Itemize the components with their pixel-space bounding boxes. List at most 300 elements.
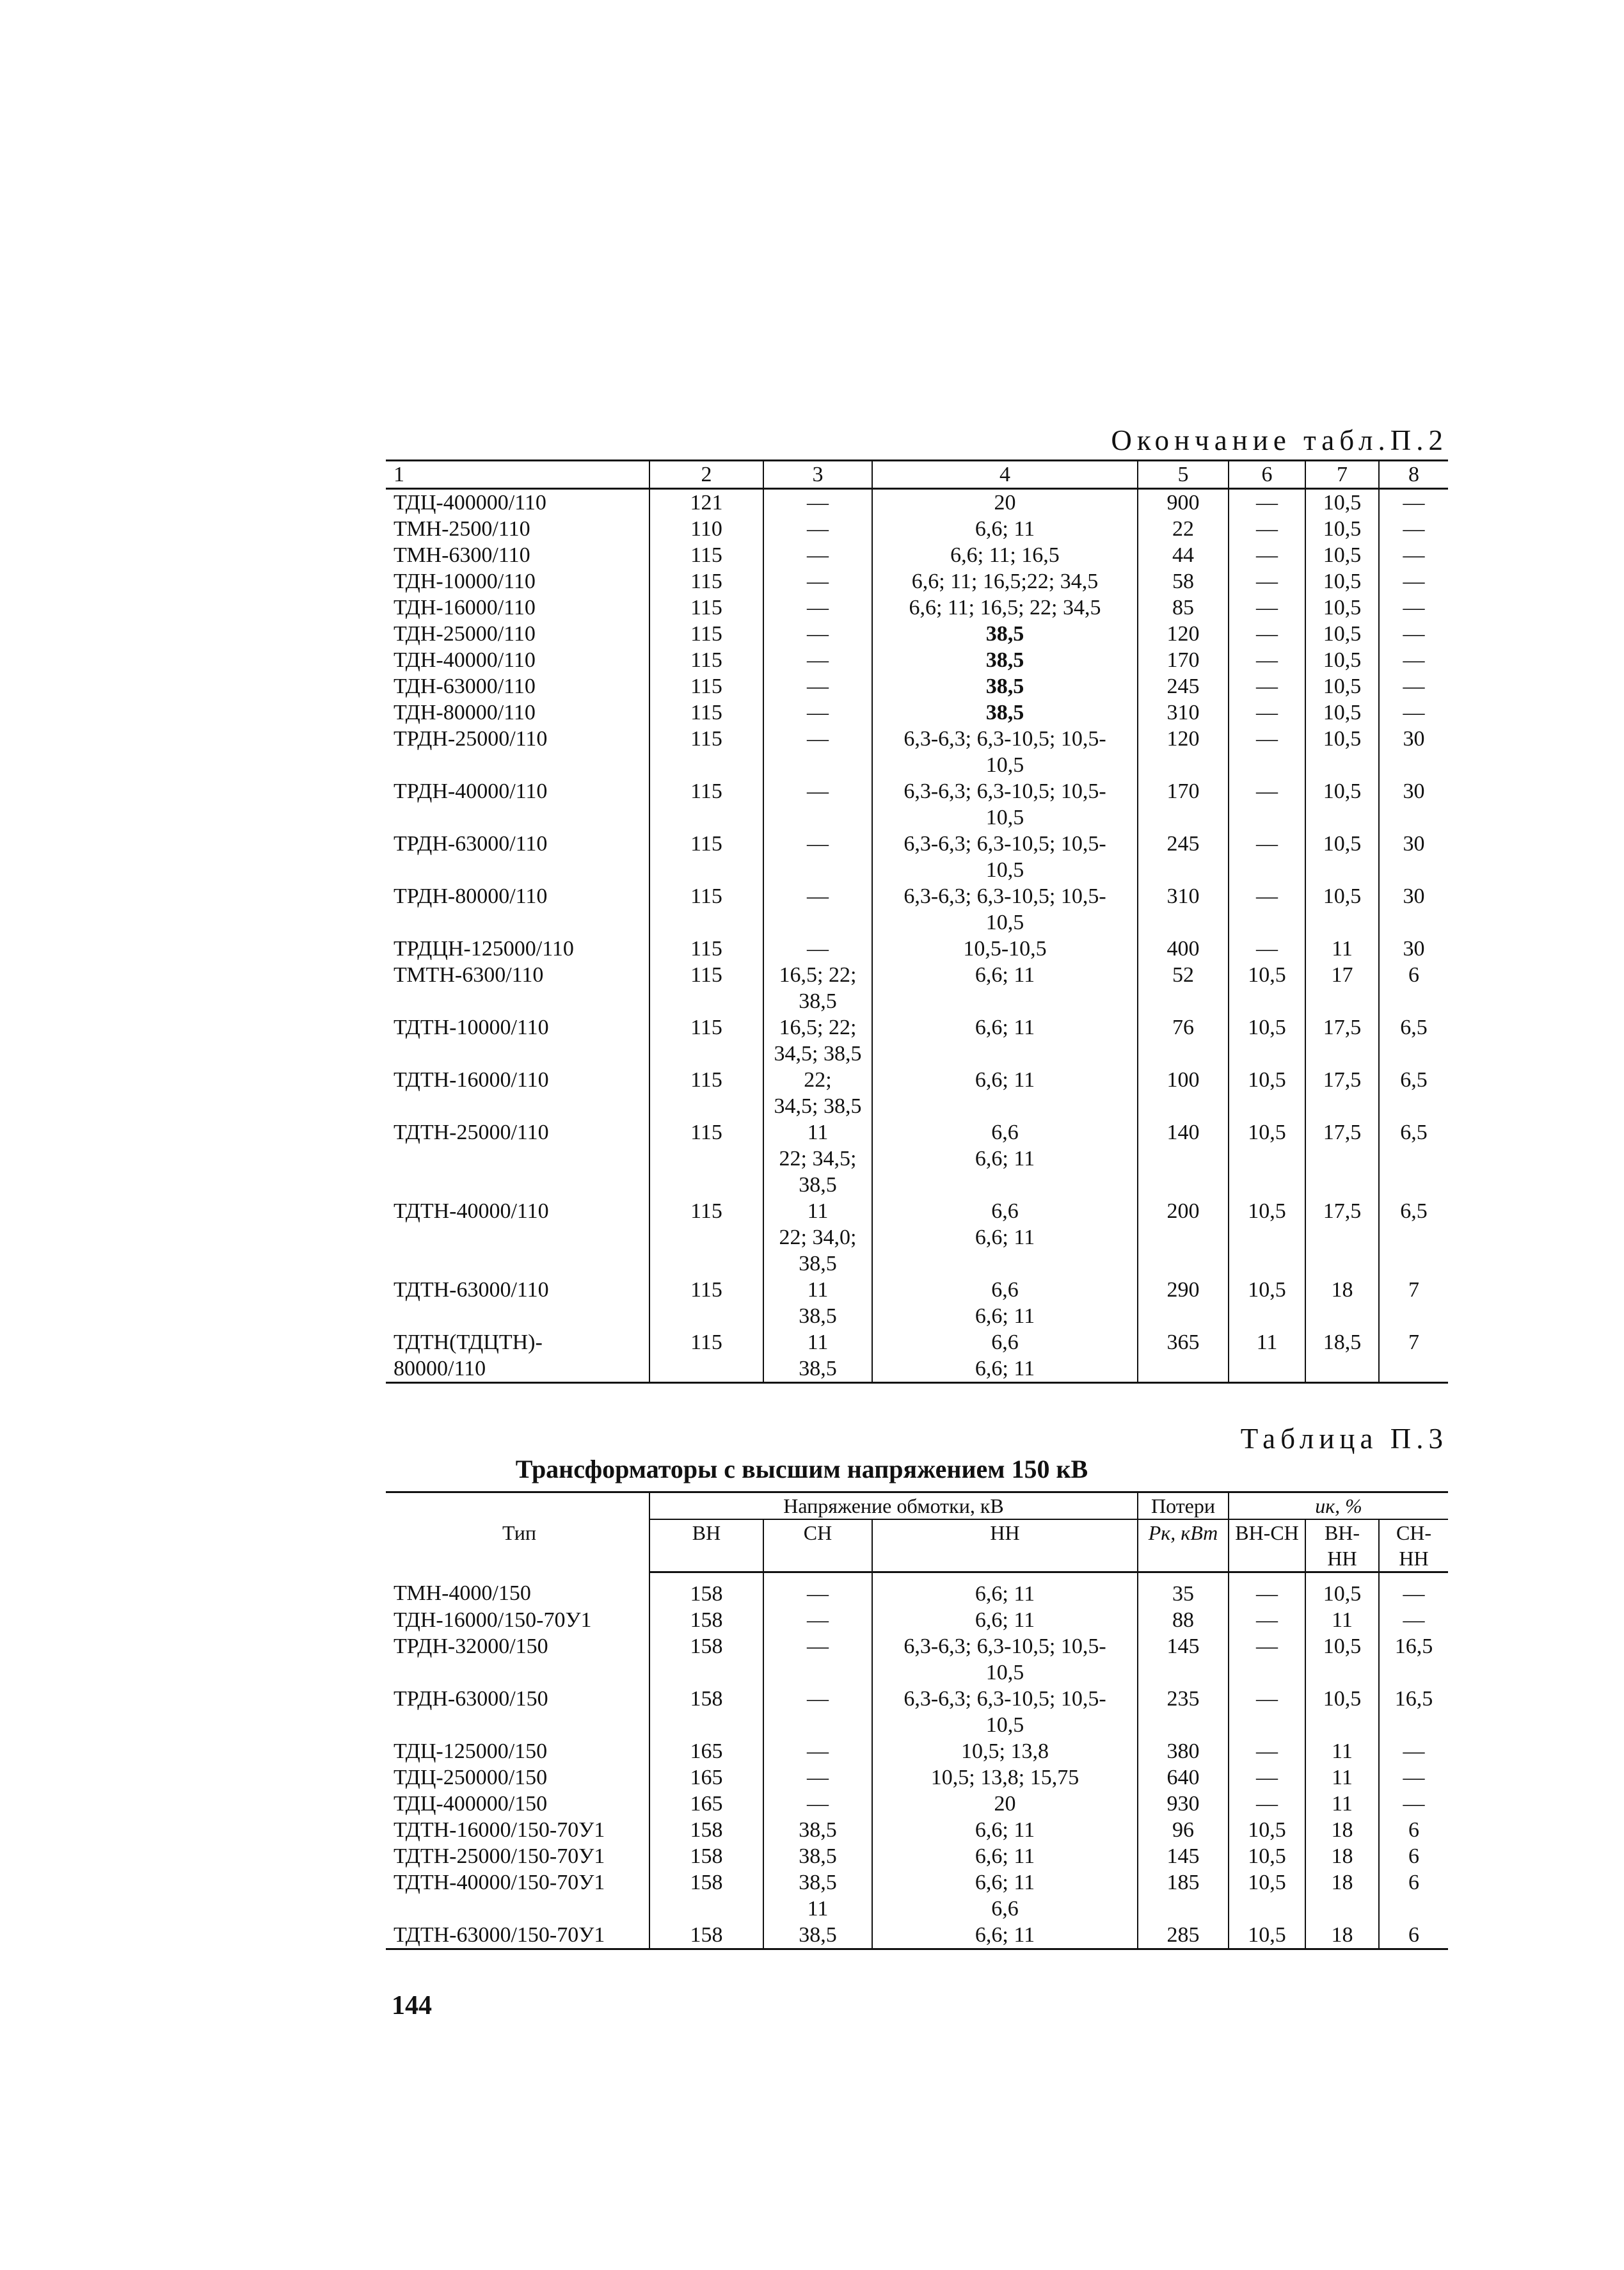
value-cell: 10,5 [1305,883,1379,936]
value-cell: 16,5; 22; 38,5 [763,962,872,1014]
value-cell: — [1229,1764,1305,1791]
column-header: 6 [1229,461,1305,489]
value-cell: 38,5 [763,1922,872,1949]
table-row [386,595,1448,621]
type-cell: ТДЦ-125000/150 [394,1739,548,1763]
type-cell: ТДН-25000/110 [394,622,536,646]
value-cell: 6 [1379,1869,1448,1922]
value-cell: 38,5 [872,621,1138,647]
value-cell: 10,5; 13,8 [872,1738,1138,1764]
value-cell: 30 [1379,831,1448,883]
table-p3-body [386,1572,1448,1949]
table-row [386,1686,1448,1738]
value-cell: — [1229,1572,1305,1608]
type-cell: ТДЦ-400000/150 [394,1792,548,1816]
value-cell: 170 [1138,647,1229,673]
value-cell: 115 [649,1119,763,1198]
table-row [386,1633,1448,1686]
value-cell: 10,5 [1305,778,1379,831]
value-cell: 18 [1305,1277,1379,1329]
value-cell: — [1229,647,1305,673]
column-header-pk [1138,1519,1229,1572]
column-header: 4 [872,461,1138,489]
value-cell: 400 [1138,936,1229,962]
value-cell: 6 [1379,962,1448,1014]
value-cell: 235 [1138,1686,1229,1738]
value-cell: 10,5; 13,8; 15,75 [872,1764,1138,1791]
value-cell: 11 [1305,1607,1379,1633]
value-cell: 6,6; 11 [872,1817,1138,1843]
value-cell: 640 [1138,1764,1229,1791]
value-cell: 158 [649,1817,763,1843]
value-cell: 10,5 [1229,1119,1305,1198]
value-cell: 52 [1138,962,1229,1014]
value-cell: 11 38,5 [763,1277,872,1329]
value-cell: — [1379,1607,1448,1633]
value-cell: 6 [1379,1922,1448,1949]
value-cell: 10,5 [1229,962,1305,1014]
table-row [386,831,1448,883]
value-cell: 18,5 [1305,1329,1379,1383]
value-cell: — [763,516,872,542]
value-cell: — [1229,489,1305,516]
value-cell: 22 [1138,516,1229,542]
value-cell: 58 [1138,568,1229,595]
value-cell: 900 [1138,489,1229,516]
table-row [386,1922,1448,1949]
value-cell: 10,5 [1305,1572,1379,1608]
type-cell: ТДТН-16000/150-70У1 [394,1818,605,1842]
value-cell: 115 [649,568,763,595]
value-cell: 10,5 [1305,516,1379,542]
column-group-voltage: Напряжение обмотки, кВ [649,1492,1138,1520]
value-cell: 7 [1379,1329,1448,1383]
value-cell: 16,5; 22; 34,5; 38,5 [763,1014,872,1067]
value-cell: — [1229,883,1305,936]
table-row [386,699,1448,726]
value-cell: 365 [1138,1329,1229,1383]
value-cell: 6,3-6,3; 6,3-10,5; 10,5- 10,5 [872,1686,1138,1738]
value-cell: 115 [649,1329,763,1383]
value-cell: 185 [1138,1869,1229,1922]
value-cell: — [763,883,872,936]
table-row [386,1738,1448,1764]
type-cell: ТДН-16000/110 [394,596,536,619]
value-cell: 6 [1379,1817,1448,1843]
value-cell: 11 [1305,1791,1379,1817]
value-cell: 10,5 [1305,831,1379,883]
value-cell: 11 [1305,1738,1379,1764]
value-cell: — [763,1791,872,1817]
column-header: 5 [1138,461,1229,489]
value-cell: 110 [649,516,763,542]
column-header: 3 [763,461,872,489]
value-cell: 115 [649,1198,763,1277]
type-cell: ТРДН-25000/110 [394,727,548,751]
page-number: 144 [392,1991,432,2020]
value-cell: 38,5 11 [763,1869,872,1922]
value-cell: 96 [1138,1817,1229,1843]
value-cell: 11 22; 34,5; 38,5 [763,1119,872,1198]
value-cell: 115 [649,595,763,621]
column-header: 2 [649,461,763,489]
value-cell: 6,5 [1379,1067,1448,1119]
table-row [386,726,1448,778]
type-cell: ТРДН-40000/110 [394,779,548,803]
value-cell: — [1229,1686,1305,1738]
table-p3-title: Трансформаторы с высшим напряжением 150 кВ [515,1455,1088,1483]
value-cell: 10,5 [1305,542,1379,568]
value-cell: 10,5 [1305,621,1379,647]
value-cell: 20 [872,1791,1138,1817]
type-cell: ТРДН-63000/110 [394,832,548,856]
value-cell: 158 [649,1686,763,1738]
value-cell: — [1379,647,1448,673]
value-cell: — [763,1738,872,1764]
table-row [386,489,1448,516]
type-cell: ТРДН-80000/110 [394,884,548,908]
value-cell: 158 [649,1572,763,1608]
type-cell: ТДЦ-400000/110 [394,491,546,515]
value-cell: — [1229,831,1305,883]
table-row [386,883,1448,936]
value-cell: 6,6; 11 [872,1014,1138,1067]
value-cell: 44 [1138,542,1229,568]
type-cell: ТДТН-63000/150-70У1 [386,1922,649,1949]
value-cell: 115 [649,962,763,1014]
table-row [386,1791,1448,1817]
value-cell: — [1379,621,1448,647]
value-cell: — [1229,595,1305,621]
table-row [386,1014,1448,1067]
value-cell: 30 [1379,778,1448,831]
value-cell: 6,5 [1379,1119,1448,1198]
value-cell: 158 [649,1869,763,1922]
value-cell: — [763,1572,872,1608]
value-cell: — [1379,1791,1448,1817]
type-cell: ТДТН-25000/150-70У1 [394,1844,605,1868]
value-cell: 10,5 [1229,1014,1305,1067]
value-cell: 200 [1138,1198,1229,1277]
table-row [386,1572,1448,1608]
value-cell: 6,3-6,3; 6,3-10,5; 10,5- 10,5 [872,883,1138,936]
value-cell: 6,3-6,3; 6,3-10,5; 10,5- 10,5 [872,1633,1138,1686]
table-row [386,621,1448,647]
value-cell: 285 [1138,1922,1229,1949]
value-cell: 10,5 [1305,1633,1379,1686]
value-cell: 115 [649,673,763,699]
column-header-vn-nn: ВН-НН [1305,1519,1379,1572]
table-p3-header-row-1 [386,1492,1448,1520]
type-cell: ТДТН-40000/150-70У1 [394,1871,605,1894]
value-cell: 165 [649,1738,763,1764]
value-cell: — [763,489,872,516]
value-cell: — [763,621,872,647]
value-cell: 10,5 [1305,673,1379,699]
value-cell: 16,5 [1379,1633,1448,1686]
type-cell: ТДТН(ТДЦТН)- 80000/110 [386,1329,649,1383]
value-cell: — [1379,595,1448,621]
table-row [386,936,1448,962]
value-cell: 17,5 [1305,1067,1379,1119]
value-cell: 115 [649,778,763,831]
table-row [386,778,1448,831]
type-cell: ТМН-2500/110 [394,517,530,541]
table-p2 [386,460,1448,1384]
value-cell: 30 [1379,726,1448,778]
type-cell: ТМН-6300/110 [394,543,530,567]
value-cell: — [763,699,872,726]
value-cell: 115 [649,621,763,647]
table-p2-header-row [386,461,1448,489]
value-cell: — [1379,1572,1448,1608]
value-cell: 245 [1138,831,1229,883]
value-cell: 6,6 6,6; 11 [872,1198,1138,1277]
table-row [386,516,1448,542]
value-cell: 18 [1305,1922,1379,1949]
column-header: 7 [1305,461,1379,489]
value-cell: 145 [1138,1843,1229,1869]
value-cell: 10,5 [1229,1198,1305,1277]
value-cell: — [1229,1791,1305,1817]
value-cell: 38,5 [872,647,1138,673]
type-cell: ТРДН-63000/150 [394,1687,548,1711]
column-header: 1 [386,461,649,489]
value-cell: — [1229,1607,1305,1633]
value-cell: — [763,778,872,831]
value-cell: 17 [1305,962,1379,1014]
value-cell: 115 [649,936,763,962]
value-cell: 245 [1138,673,1229,699]
pk-label: Pк, кВт [1148,1521,1218,1544]
value-cell: 10,5-10,5 [872,936,1138,962]
value-cell: 10,5 [1305,647,1379,673]
type-cell: ТДТН-10000/110 [394,1016,549,1039]
value-cell: 165 [649,1791,763,1817]
column-header-vn-sn: ВН-СН [1229,1519,1305,1572]
value-cell: — [763,568,872,595]
table-row [386,1067,1448,1119]
type-cell: ТДТН-25000/110 [394,1121,549,1144]
value-cell: 6,5 [1379,1014,1448,1067]
column-header: 8 [1379,461,1448,489]
table-row [386,1607,1448,1633]
value-cell: — [1229,673,1305,699]
type-cell: ТРДЦН-125000/110 [394,937,574,961]
value-cell: 6,6; 11; 16,5 [872,542,1138,568]
value-cell: — [763,647,872,673]
value-cell: 10,5 [1305,699,1379,726]
value-cell: 158 [649,1633,763,1686]
value-cell: — [1379,542,1448,568]
value-cell: 10,5 [1229,1277,1305,1329]
value-cell: 10,5 [1305,489,1379,516]
value-cell: 115 [649,647,763,673]
value-cell: 6,6; 11; 16,5; 22; 34,5 [872,595,1138,621]
value-cell: 115 [649,726,763,778]
table-p2-body [386,489,1448,1383]
value-cell: 115 [649,831,763,883]
value-cell: 310 [1138,699,1229,726]
value-cell: 10,5 [1229,1067,1305,1119]
value-cell: — [1379,699,1448,726]
type-cell: ТДН-16000/150-70У1 [394,1608,592,1632]
column-header-losses: Потери [1138,1492,1229,1520]
table-row [386,1329,1448,1383]
value-cell: 115 [649,542,763,568]
type-cell: ТМТН-6300/110 [394,963,544,987]
type-cell: ТДТН-63000/110 [394,1278,549,1302]
value-cell: 158 [649,1843,763,1869]
value-cell: — [763,1686,872,1738]
value-cell: 35 [1138,1572,1229,1608]
value-cell: 6,5 [1379,1198,1448,1277]
type-cell: ТДН-40000/110 [394,648,536,672]
value-cell: 38,5 [763,1817,872,1843]
value-cell: 20 [872,489,1138,516]
value-cell: 17,5 [1305,1014,1379,1067]
uk-label: uк, % [1315,1494,1362,1517]
type-cell: ТДЦ-250000/150 [394,1766,548,1789]
value-cell: 38,5 [763,1843,872,1869]
value-cell: — [763,726,872,778]
value-cell: 11 [1229,1329,1305,1383]
value-cell: — [1229,516,1305,542]
value-cell: 18 [1305,1869,1379,1922]
value-cell: 10,5 [1229,1817,1305,1843]
value-cell: 6,6 6,6; 11 [872,1329,1138,1383]
value-cell: — [1229,726,1305,778]
value-cell: 165 [649,1764,763,1791]
value-cell: 18 [1305,1843,1379,1869]
table-row [386,1119,1448,1198]
value-cell: 88 [1138,1607,1229,1633]
value-cell: 10,5 [1305,1686,1379,1738]
table-p3 [386,1491,1448,1950]
value-cell: 10,5 [1229,1843,1305,1869]
value-cell: 11 [1305,1764,1379,1791]
table-row [386,1277,1448,1329]
value-cell: — [1229,1738,1305,1764]
value-cell: 158 [649,1922,763,1949]
value-cell: 17,5 [1305,1198,1379,1277]
value-cell: 6,6; 11 [872,962,1138,1014]
value-cell: 6,6; 11 [872,1922,1138,1949]
value-cell: — [1229,542,1305,568]
value-cell: 6,6; 11 6,6 [872,1869,1138,1922]
value-cell: 6,6; 11 [872,1607,1138,1633]
value-cell: 6,6; 11 [872,1843,1138,1869]
value-cell: 30 [1379,936,1448,962]
value-cell: — [763,1633,872,1686]
value-cell: — [1229,1633,1305,1686]
value-cell: — [763,1764,872,1791]
value-cell: 120 [1138,726,1229,778]
value-cell: 6,6 6,6; 11 [872,1277,1138,1329]
value-cell: 140 [1138,1119,1229,1198]
value-cell: 18 [1305,1817,1379,1843]
table-p2-caption: Окончание табл.П.2 [1111,424,1448,456]
value-cell: — [1379,568,1448,595]
value-cell: — [763,595,872,621]
type-cell: ТДН-80000/110 [394,701,536,724]
value-cell: — [1379,1738,1448,1764]
type-cell: ТРДН-32000/150 [394,1635,548,1658]
table-row [386,1869,1448,1922]
table-row [386,568,1448,595]
value-cell: 145 [1138,1633,1229,1686]
value-cell: 10,5 [1305,595,1379,621]
value-cell: — [1379,673,1448,699]
table-row [386,1843,1448,1869]
value-cell: 115 [649,1277,763,1329]
value-cell: — [763,673,872,699]
table-row [386,647,1448,673]
value-cell: 6,6; 11 [872,516,1138,542]
column-header-sn: СН [763,1519,872,1572]
value-cell: — [1229,936,1305,962]
value-cell: 6,6 6,6; 11 [872,1119,1138,1198]
value-cell: 10,5 [1229,1869,1305,1922]
value-cell: 10,5 [1229,1922,1305,1949]
value-cell: 115 [649,883,763,936]
value-cell: 17,5 [1305,1119,1379,1198]
value-cell: 16,5 [1379,1686,1448,1738]
type-cell: ТДТН-16000/110 [394,1068,549,1092]
type-cell: ТДН-63000/110 [394,675,536,698]
value-cell: 121 [649,489,763,516]
table-p3-caption: Таблица П.3 [1240,1423,1448,1455]
value-cell: 7 [1379,1277,1448,1329]
value-cell: 11 38,5 [763,1329,872,1383]
value-cell: 6,6; 11 [872,1067,1138,1119]
value-cell: 930 [1138,1791,1229,1817]
value-cell: — [763,1607,872,1633]
value-cell: 38,5 [872,673,1138,699]
table-row [386,1817,1448,1843]
value-cell: 158 [649,1607,763,1633]
value-cell: — [1229,621,1305,647]
value-cell: 11 22; 34,0; 38,5 [763,1198,872,1277]
value-cell: 85 [1138,595,1229,621]
value-cell: 120 [1138,621,1229,647]
value-cell: 6,3-6,3; 6,3-10,5; 10,5- 10,5 [872,778,1138,831]
value-cell: 115 [649,1067,763,1119]
value-cell: 310 [1138,883,1229,936]
value-cell: — [1379,489,1448,516]
value-cell: — [1379,1764,1448,1791]
column-header-type: Тип [386,1492,649,1572]
table-row [386,1764,1448,1791]
table-row [386,962,1448,1014]
column-group-uk [1229,1492,1448,1520]
value-cell: 22; 34,5; 38,5 [763,1067,872,1119]
type-cell: ТДТН-40000/110 [394,1199,549,1223]
value-cell: 76 [1138,1014,1229,1067]
value-cell: 10,5 [1305,568,1379,595]
value-cell: 6,3-6,3; 6,3-10,5; 10,5- 10,5 [872,831,1138,883]
value-cell: 6,6; 11 [872,1572,1138,1608]
value-cell: — [1229,778,1305,831]
value-cell: 115 [649,699,763,726]
value-cell: — [763,542,872,568]
value-cell: 170 [1138,778,1229,831]
value-cell: 38,5 [872,699,1138,726]
column-header-vn: ВН [649,1519,763,1572]
type-cell: ТМН-4000/150 [394,1581,531,1605]
value-cell: 100 [1138,1067,1229,1119]
value-cell: — [763,936,872,962]
